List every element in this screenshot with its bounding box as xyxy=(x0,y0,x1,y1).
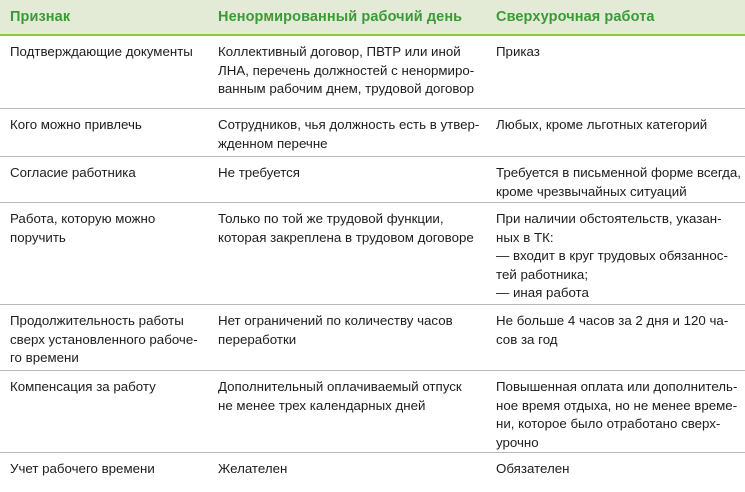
cell-feature: Подтверждающие документы xyxy=(10,44,193,59)
cell-irregular-day: Нет ограничений по количеству часов переработки xyxy=(218,313,453,347)
cell-feature: Согласие работника xyxy=(10,165,136,180)
cell-overtime: Не больше 4 часов за 2 дня и 120 ча- сов за год xyxy=(496,313,729,347)
table-row xyxy=(0,371,745,453)
table-header xyxy=(0,0,745,36)
cell-irregular-day: Дополнительный оплачиваемый отпуск не менее трех календарных дней xyxy=(218,379,462,413)
cell-feature: Продолжительность работы сверх установленного рабоче- го времени xyxy=(10,313,198,365)
cell-feature: Компенсация за работу xyxy=(10,379,156,394)
cell-irregular-day: Коллективный договор, ПВТР или иной ЛНА, перечень должностей с ненормиро- ванным рабочим днем, трудовой договор xyxy=(218,44,475,96)
table-row xyxy=(0,305,745,371)
cell-irregular-day: Сотрудников, чья должность есть в утвер- жденном перечне xyxy=(218,117,480,151)
cell-feature: Учет рабочего времени xyxy=(10,461,155,476)
cell-overtime: Требуется в письменной форме всегда, кроме чрезвычайных ситуаций xyxy=(496,165,741,199)
table-row xyxy=(0,109,745,157)
cell-overtime: Любых, кроме льготных категорий xyxy=(496,117,708,132)
header-col-irregular-day: Ненормированный рабочий день xyxy=(218,9,463,25)
cell-overtime: Обязателен xyxy=(496,461,570,476)
cell-overtime: Повышенная оплата или дополнитель- ное время отдыха, но не менее време- ни, которое было отработано сверх- урочно xyxy=(496,379,738,450)
header-col-feature: Признак xyxy=(10,9,71,25)
cell-irregular-day: Желателен xyxy=(218,461,288,476)
cell-overtime: Приказ xyxy=(496,44,540,59)
table-row xyxy=(0,157,745,203)
cell-irregular-day: Только по той же трудовой функции, которая закреплена в трудовом договоре xyxy=(218,211,474,245)
cell-irregular-day: Не требуется xyxy=(218,165,300,180)
cell-feature: Работа, которую можно поручить xyxy=(10,211,156,245)
cell-overtime: При наличии обстоятельств, указан- ных в ТК: — входит в круг трудовых обязаннос- тей работника; — иная работа xyxy=(496,211,728,300)
table-row xyxy=(0,36,745,109)
header-col-overtime: Сверхурочная работа xyxy=(496,9,655,25)
cell-feature: Кого можно привлечь xyxy=(10,117,142,132)
table-row xyxy=(0,453,745,492)
table-row xyxy=(0,203,745,305)
